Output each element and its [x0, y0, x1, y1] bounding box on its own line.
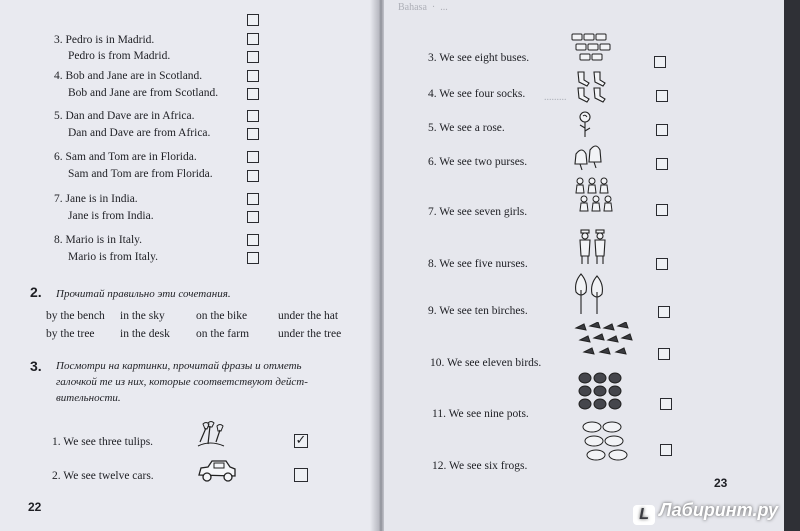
labirint-logo-icon: L [633, 505, 655, 525]
phrase: in the desk [120, 328, 170, 340]
checkbox[interactable] [247, 170, 259, 182]
checkbox[interactable] [656, 258, 668, 270]
phrase: by the bench [46, 310, 105, 322]
checkbox[interactable] [247, 70, 259, 82]
item-8-b: Mario is from Italy. [68, 251, 158, 263]
checkbox[interactable] [247, 211, 259, 223]
checkbox[interactable] [660, 398, 672, 410]
sentence-2: 2. We see twelve cars. [52, 470, 154, 482]
right-page: Bahasa · ... ......... 3. We see eight buses. 4. We see four socks. 5. We see a rose. 6. We see two purses. 7. We see seven girls. 8. We see five nurses. 9. We see ten birches. 10. We see eleven birds. 11. We see nine pots. 12. We see six frogs. 23 [384, 0, 784, 531]
phrase: on the bike [196, 310, 248, 322]
checkbox[interactable] [656, 124, 668, 136]
birches-icon [572, 272, 608, 316]
checkbox[interactable] [247, 151, 259, 163]
checkbox[interactable] [247, 128, 259, 140]
item-4-b: Bob and Jane are from Scotland. [68, 87, 219, 99]
checkbox[interactable] [247, 193, 259, 205]
sentence-10: 10. We see eleven birds. [430, 357, 542, 369]
birds-icon [574, 322, 636, 362]
item-6-b: Sam and Tom are from Florida. [68, 168, 213, 180]
left-page [0, 0, 376, 531]
sentence-3: 3. We see eight buses. [428, 52, 530, 64]
checkbox[interactable] [656, 158, 668, 170]
sentence-11: 11. We see nine pots. [432, 408, 529, 420]
frogs-icon [582, 420, 634, 462]
item-7-a: 7. Jane is in India. [54, 193, 138, 205]
item-3-a: 3. Pedro is in Madrid. [54, 34, 155, 46]
sentence-5: 5. We see a rose. [428, 122, 505, 134]
sentence-6: 6. We see two purses. [428, 156, 528, 168]
watermark-text: Лабиринт.ру [659, 500, 778, 520]
checkbox[interactable] [247, 33, 259, 45]
watermark [633, 500, 778, 525]
item-5-b: Dan and Dave are from Africa. [68, 127, 211, 139]
item-6-a: 6. Sam and Tom are in Florida. [54, 151, 197, 163]
checkbox[interactable] [247, 234, 259, 246]
purses-icon [572, 140, 604, 172]
checkbox-checked[interactable]: ✓ [295, 433, 307, 448]
item-5-a: 5. Dan and Dave are in Africa. [54, 110, 195, 122]
checkbox[interactable] [247, 110, 259, 122]
sentence-4: 4. We see four socks. [428, 88, 526, 100]
checkbox[interactable] [294, 468, 308, 482]
car-icon [196, 458, 238, 484]
item-7-b: Jane is from India. [68, 210, 154, 222]
exercise-2-number: 2. [30, 284, 42, 300]
sentence-7: 7. We see seven girls. [428, 206, 528, 218]
sentence-1: 1. We see three tulips. [52, 436, 154, 448]
checkbox[interactable] [656, 204, 668, 216]
exercise-3-line1: Посмотри на картинки, прочитай фразы и отметь [56, 360, 302, 372]
girls-icon [574, 176, 614, 216]
checkbox[interactable] [247, 252, 259, 264]
checkbox[interactable] [247, 88, 259, 100]
sentence-12: 12. We see six frogs. [432, 460, 528, 472]
pots-icon [578, 370, 624, 410]
checkbox[interactable] [247, 14, 259, 26]
phrase: under the tree [278, 328, 342, 340]
checkbox[interactable] [247, 51, 259, 63]
item-8-a: 8. Mario is in Italy. [54, 234, 143, 246]
checkbox[interactable] [658, 348, 670, 360]
checkbox[interactable] [660, 444, 672, 456]
page-number-left: 22 [28, 500, 42, 514]
checkbox[interactable] [654, 56, 666, 68]
exercise-3-line3: вительности. [56, 392, 121, 404]
checkbox[interactable] [656, 90, 668, 102]
rose-icon [574, 110, 596, 138]
exercise-2-instruction: Прочитай правильно эти сочетания. [56, 288, 231, 300]
phrase: under the hat [278, 310, 339, 322]
sentence-9: 9. We see ten birches. [428, 305, 528, 317]
phrase: by the tree [46, 328, 95, 340]
phrase: in the sky [120, 310, 165, 322]
nurses-icon [576, 228, 610, 266]
tulips-icon [194, 420, 228, 448]
page-number-right: 23 [714, 476, 728, 490]
phrase: on the farm [196, 328, 250, 340]
buses-icon [570, 30, 614, 62]
sentence-8: 8. We see five nurses. [428, 258, 528, 270]
item-4-a: 4. Bob and Jane are in Scotland. [54, 70, 203, 82]
checkbox[interactable] [658, 306, 670, 318]
item-3-b: Pedro is from Madrid. [68, 50, 171, 62]
exercise-3-number: 3. [30, 358, 42, 374]
socks-icon [574, 70, 610, 104]
exercise-3-line2: галочкой те из них, которые соответствуют дейст- [56, 376, 308, 388]
